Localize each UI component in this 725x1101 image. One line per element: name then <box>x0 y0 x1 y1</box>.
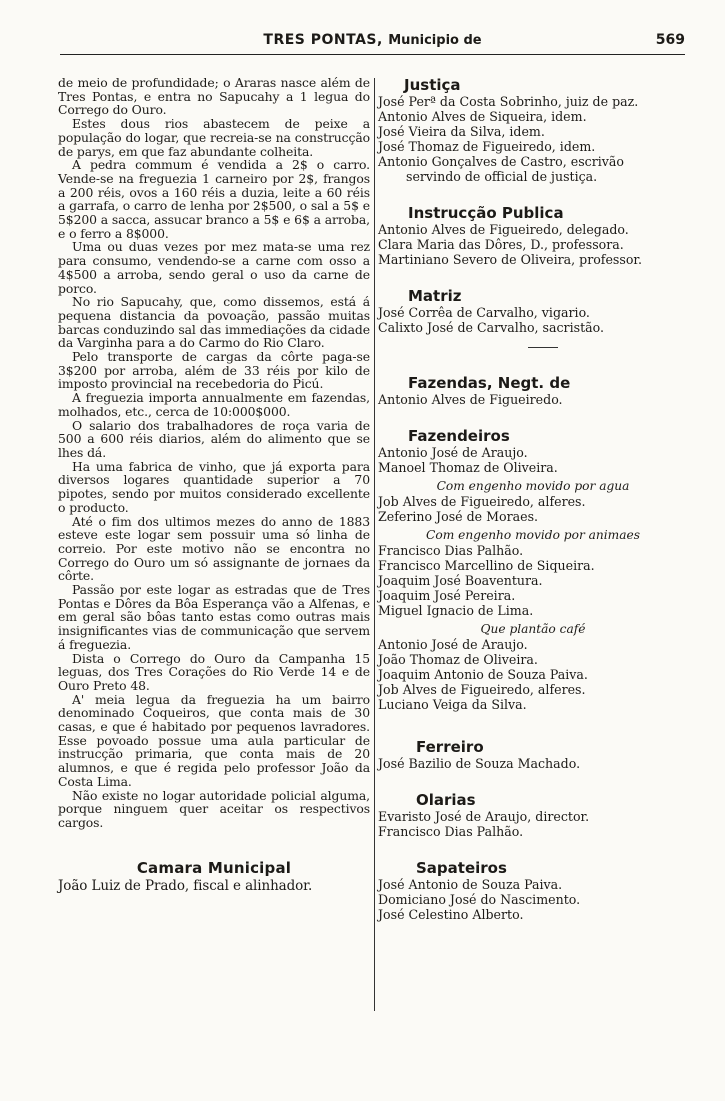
section-heading-camara: Camara Municipal <box>136 858 292 877</box>
left-column <box>58 76 370 894</box>
list-item: Francisco Dias Palhão. <box>378 824 524 839</box>
right-column <box>378 76 688 922</box>
running-header <box>60 30 685 55</box>
list-item: José Corrêa de Carvalho, vigario. <box>378 305 590 320</box>
list-item: José Thomaz de Figueiredo, idem. <box>378 139 596 154</box>
list-item: Martiniano Severo de Oliveira, professor. <box>378 252 643 267</box>
paragraph: Estes dous rios abastecem de peixe a população do logar, que recreia-se na construcção de parys, em que faz abundante colheita. <box>58 116 370 159</box>
list-item: Antonio Alves de Figueiredo. <box>378 392 563 407</box>
list-item: Joaquim José Pereira. <box>378 588 516 603</box>
section-heading-justica: Justiça <box>404 76 461 94</box>
list-item: José Vieira da Silva, idem. <box>378 124 545 139</box>
section-heading-olarias: Olarias <box>416 791 476 809</box>
subheading: Que plantão café <box>480 622 586 636</box>
list-item: Francisco Marcellino de Siqueira. <box>378 558 595 573</box>
list-item: João Thomaz de Oliveira. <box>378 652 538 667</box>
section-heading-matriz: Matriz <box>408 287 462 305</box>
list-item: Evaristo José de Araujo, director. <box>378 809 590 824</box>
list-item: José Perª da Costa Sobrinho, juiz de paz. <box>378 94 639 109</box>
paragraph: A' meia legua da freguezia ha um bairro denominado Coqueiros, que conta mais de 30 casas, e que é habitado por pequenos lavradores. Esse povoado possue uma aula particular de instrucção primaria, que conta mais de 20 alumnos, e que é regida pelo professor João da Costa Lima. <box>58 691 370 789</box>
list-item: Zeferino José de Moraes. <box>378 509 539 524</box>
paragraph: Dista o Corrego do Ouro da Campanha 15 leguas, dos Tres Corações do Rio Verde 14 e de Ouro Preto 48. <box>58 650 370 693</box>
list-item: Calixto José de Carvalho, sacristão. <box>378 320 604 335</box>
section-heading-fazendas: Fazendas, Negt. de <box>408 374 571 392</box>
list-item: Antonio Gonçalves de Castro, escrivão <box>378 154 624 169</box>
list-item: Luciano Veiga da Silva. <box>378 697 527 712</box>
list-item: Domiciano José do Nascimento. <box>378 892 581 907</box>
list-item: servindo de official de justiça. <box>406 169 598 184</box>
paragraph: No rio Sapucahy, que, como dissemos, está á pequena distancia da povoação, passão muitas barcas conduzindo sal das immediações da cidade da Varginha para a do Carmo do Rio Claro. <box>58 294 370 351</box>
list-item: Joaquim José Boaventura. <box>378 573 543 588</box>
list-item: Joaquim Antonio de Souza Paiva. <box>378 667 588 682</box>
list-item: José Celestino Alberto. <box>378 907 524 922</box>
paragraph: A pedra commum é vendida a 2$ o carro. Vende-se na freguezia 1 carneiro por 2$, frangos a 200 réis, ovos a 160 réis a duzia, leite a 60 réis a garrafa, o carro de lenha por 2$500, o sal a 5$ e 5$200 a sacca, assucar branco a 5$ e 6$ a arroba, e o ferro a 8$000. <box>58 157 370 241</box>
section-heading-instrucao: Instrucção Publica <box>408 204 564 222</box>
subheading: Com engenho movido por agua <box>436 479 630 493</box>
paragraph: Uma ou duas vezes por mez mata-se uma rez para consumo, vendendo-se a carne com osso a 4$500 a arroba, sendo geral o uso da carne de porco. <box>58 239 370 296</box>
list-item: Job Alves de Figueiredo, alferes. <box>378 494 586 509</box>
list-item: Miguel Ignacio de Lima. <box>378 603 534 618</box>
paragraph: Passão por este logar as estradas que de Tres Pontas e Dôres da Bôa Esperança vão a Alfenas, e em geral são bôas tanto estas como outras mais insignificantes vias de communicação que servem á freguezia. <box>58 582 370 652</box>
paragraph: Pelo transporte de cargas da côrte paga-se 3$200 por arroba, além de 33 réis por kilo de imposto provincial na recebedoria do Picú. <box>58 349 370 392</box>
section-heading-fazendeiros: Fazendeiros <box>408 427 510 445</box>
paragraph: A freguezia importa annualmente em fazendas, molhados, etc., cerca de 10:000$000. <box>58 390 370 419</box>
list-item: Antonio José de Araujo. <box>378 445 528 460</box>
header-subtitle: Municipio de <box>388 33 482 48</box>
list-item: Antonio Alves de Siqueira, idem. <box>378 109 587 124</box>
column-divider <box>374 78 375 1011</box>
list-item: Antonio Alves de Figueiredo, delegado. <box>378 222 629 237</box>
list-item: Job Alves de Figueiredo, alferes. <box>378 682 586 697</box>
paragraph: O salario dos trabalhadores de roça varia de 500 a 600 réis diarios, além do alimento que se lhes dá. <box>58 417 370 460</box>
camara-entry: João Luiz de Prado, fiscal e alinhador. <box>58 877 313 894</box>
list-item: Manoel Thomaz de Oliveira. <box>378 460 558 475</box>
list-item: Francisco Dias Palhão. <box>378 543 524 558</box>
section-heading-ferreiro: Ferreiro <box>416 738 484 756</box>
list-item: José Bazilio de Souza Machado. <box>378 756 581 771</box>
paragraph: de meio de profundidade; o Araras nasce além de Tres Pontas, e entra no Sapucahy a 1 legua do Corrego do Ouro. <box>58 75 370 118</box>
list-item: José Antonio de Souza Paiva. <box>378 877 563 892</box>
subheading: Com engenho movido por animaes <box>426 528 640 542</box>
list-item: Clara Maria das Dôres, D., professora. <box>378 237 624 252</box>
header-title <box>60 32 685 48</box>
header-place: TRES PONTAS, <box>263 32 383 48</box>
section-heading-sapateiros: Sapateiros <box>416 859 507 877</box>
paragraph: Até o fim dos ultimos mezes do anno de 1883 esteve este logar sem possuir uma só linha de correio. Por este motivo não se encontra no Corrego do Ouro um só assignante de jornaes da côrte. <box>58 513 370 584</box>
list-item: Antonio José de Araujo. <box>378 637 528 652</box>
page-number: 569 <box>655 32 685 48</box>
paragraph: Ha uma fabrica de vinho, que já exporta para diversos logares quantidade superior a 70 pipotes, sendo por muitos considerado excellente o producto. <box>58 458 370 515</box>
paragraph: Não existe no logar autoridade policial alguma, porque ninguem quer aceitar os respectivos cargos. <box>58 787 370 830</box>
